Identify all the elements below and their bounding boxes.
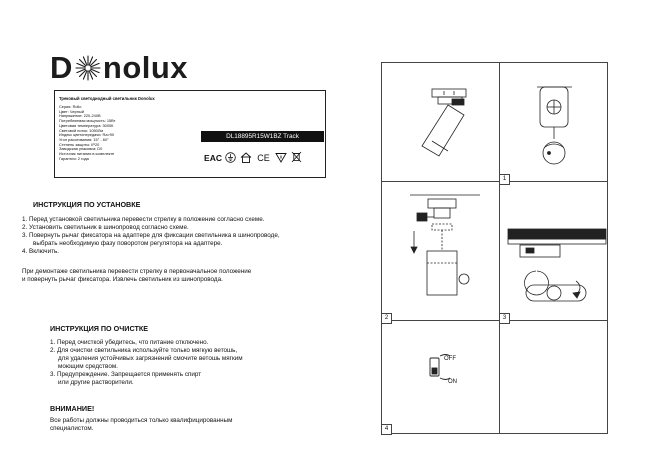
divider: [382, 320, 607, 321]
spec-heading: Трековый светодиодный светильник Donolux: [59, 96, 155, 101]
install-step: 3. Повернуть рычаг фиксатора на адаптере для фиксации светильника в шинопроводе,: [22, 232, 280, 239]
install-step: выбрать необходимую фазу поворотом регулятора на адаптере.: [33, 240, 223, 247]
cleaning-step: моющим средством.: [58, 363, 118, 370]
step-number-3: 3: [499, 313, 510, 324]
ce-text: CE: [257, 152, 270, 163]
cleaning-title: ИНСТРУКЦИЯ ПО ОЧИСТКЕ: [50, 324, 149, 333]
install-title: ИНСТРУКЦИЯ ПО УСТАНОВКЕ: [33, 200, 141, 209]
install-step: 1. Перед установкой светильника перевести стрелку в положение согласно схеме.: [22, 216, 265, 223]
dismount-line: и повернуть рычаг фиксатора. Извлечь светильник из шинопровода.: [22, 276, 223, 283]
model-banner: DL18895R15W1BZ Track: [201, 131, 324, 142]
spec-row: Световой поток: 1050Лм: [59, 127, 104, 133]
cleaning-step: или другие растворители.: [58, 379, 134, 386]
install-step: 2. Установить светильник в шинопровод согласно схеме.: [22, 224, 189, 231]
luminaire-angled-diagram: [394, 81, 494, 176]
eac-text: EAC: [204, 152, 222, 163]
certification-icons: [205, 151, 302, 163]
install-steps: [22, 216, 280, 256]
eac-icon: [205, 152, 221, 163]
dismount-note: [22, 268, 251, 284]
adapter-top-view-diagram: [507, 73, 602, 173]
install-step: 4. Включить.: [22, 248, 59, 255]
ambient-temp-icon: [275, 152, 287, 163]
track-lock-diagram: [506, 213, 606, 313]
cleaning-step: 3. Предупреждение. Запрещается применять спирт: [50, 371, 202, 378]
spec-row: Степень защиты: IP20: [59, 141, 100, 147]
spec-row: Индекс цветопередачи: Ra>90: [59, 132, 115, 138]
spec-row: Серия: Rollo: [59, 104, 82, 109]
spec-row: Гарантия: 2 года: [59, 155, 89, 161]
power-switch-diagram: [422, 350, 467, 385]
spec-row: Угол рассеивания: 15° - 60°: [59, 136, 109, 142]
logo-letter-d: D: [50, 50, 73, 85]
warning-line: Все работы должны проводиться только квалифицированным: [50, 417, 233, 424]
spec-row: Цвет: Черный: [59, 108, 84, 114]
warning-text: [50, 417, 232, 433]
step-number-4: 4: [381, 424, 392, 435]
cleaning-steps: [50, 339, 243, 387]
cleaning-step: для удаления устойчивых загрязнений смочите ветошь мягким: [58, 355, 243, 362]
spec-card: [54, 90, 326, 178]
switch-on-label: ON: [448, 379, 457, 385]
diagram-panel: [381, 62, 608, 434]
warning-title: ВНИМАНИЕ!: [50, 404, 95, 413]
spec-list: [59, 105, 199, 161]
ce-icon: [256, 152, 271, 163]
spec-row: Напряжение: 220-240В: [59, 113, 101, 119]
divider: [382, 181, 607, 182]
spec-row: Потребляемая мощность: 15Вт: [59, 118, 116, 124]
step-number-1: 1: [499, 174, 510, 185]
dismount-line: При демонтаже светильника перевести стрелку в первоначальное положение: [22, 268, 252, 275]
cleaning-step: 2. Для очистки светильника используйте только мягкую ветошь,: [50, 347, 238, 354]
ground-icon: [225, 152, 236, 163]
spec-row: Цветовая температура: 3000К: [59, 122, 114, 128]
luminaire-install-diagram: [402, 191, 487, 309]
cleaning-step: 1. Перед очисткой убедитесь, что питание отключено.: [50, 339, 209, 346]
spec-row: Источник питания в комплекте: [59, 151, 115, 157]
brand-logo: [50, 50, 188, 86]
panel-column-divider: [499, 62, 500, 434]
sunburst-logo-icon: [74, 54, 102, 82]
weee-bin-icon: [291, 151, 302, 163]
warning-line: специалистом.: [50, 425, 94, 432]
step-number-2: 2: [381, 313, 392, 324]
spec-row: Заводская упаковка: D0: [59, 146, 103, 152]
switch-off-label: OFF: [444, 356, 456, 362]
indoor-use-icon: [240, 152, 252, 163]
logo-wordmark: nolux: [102, 50, 189, 85]
